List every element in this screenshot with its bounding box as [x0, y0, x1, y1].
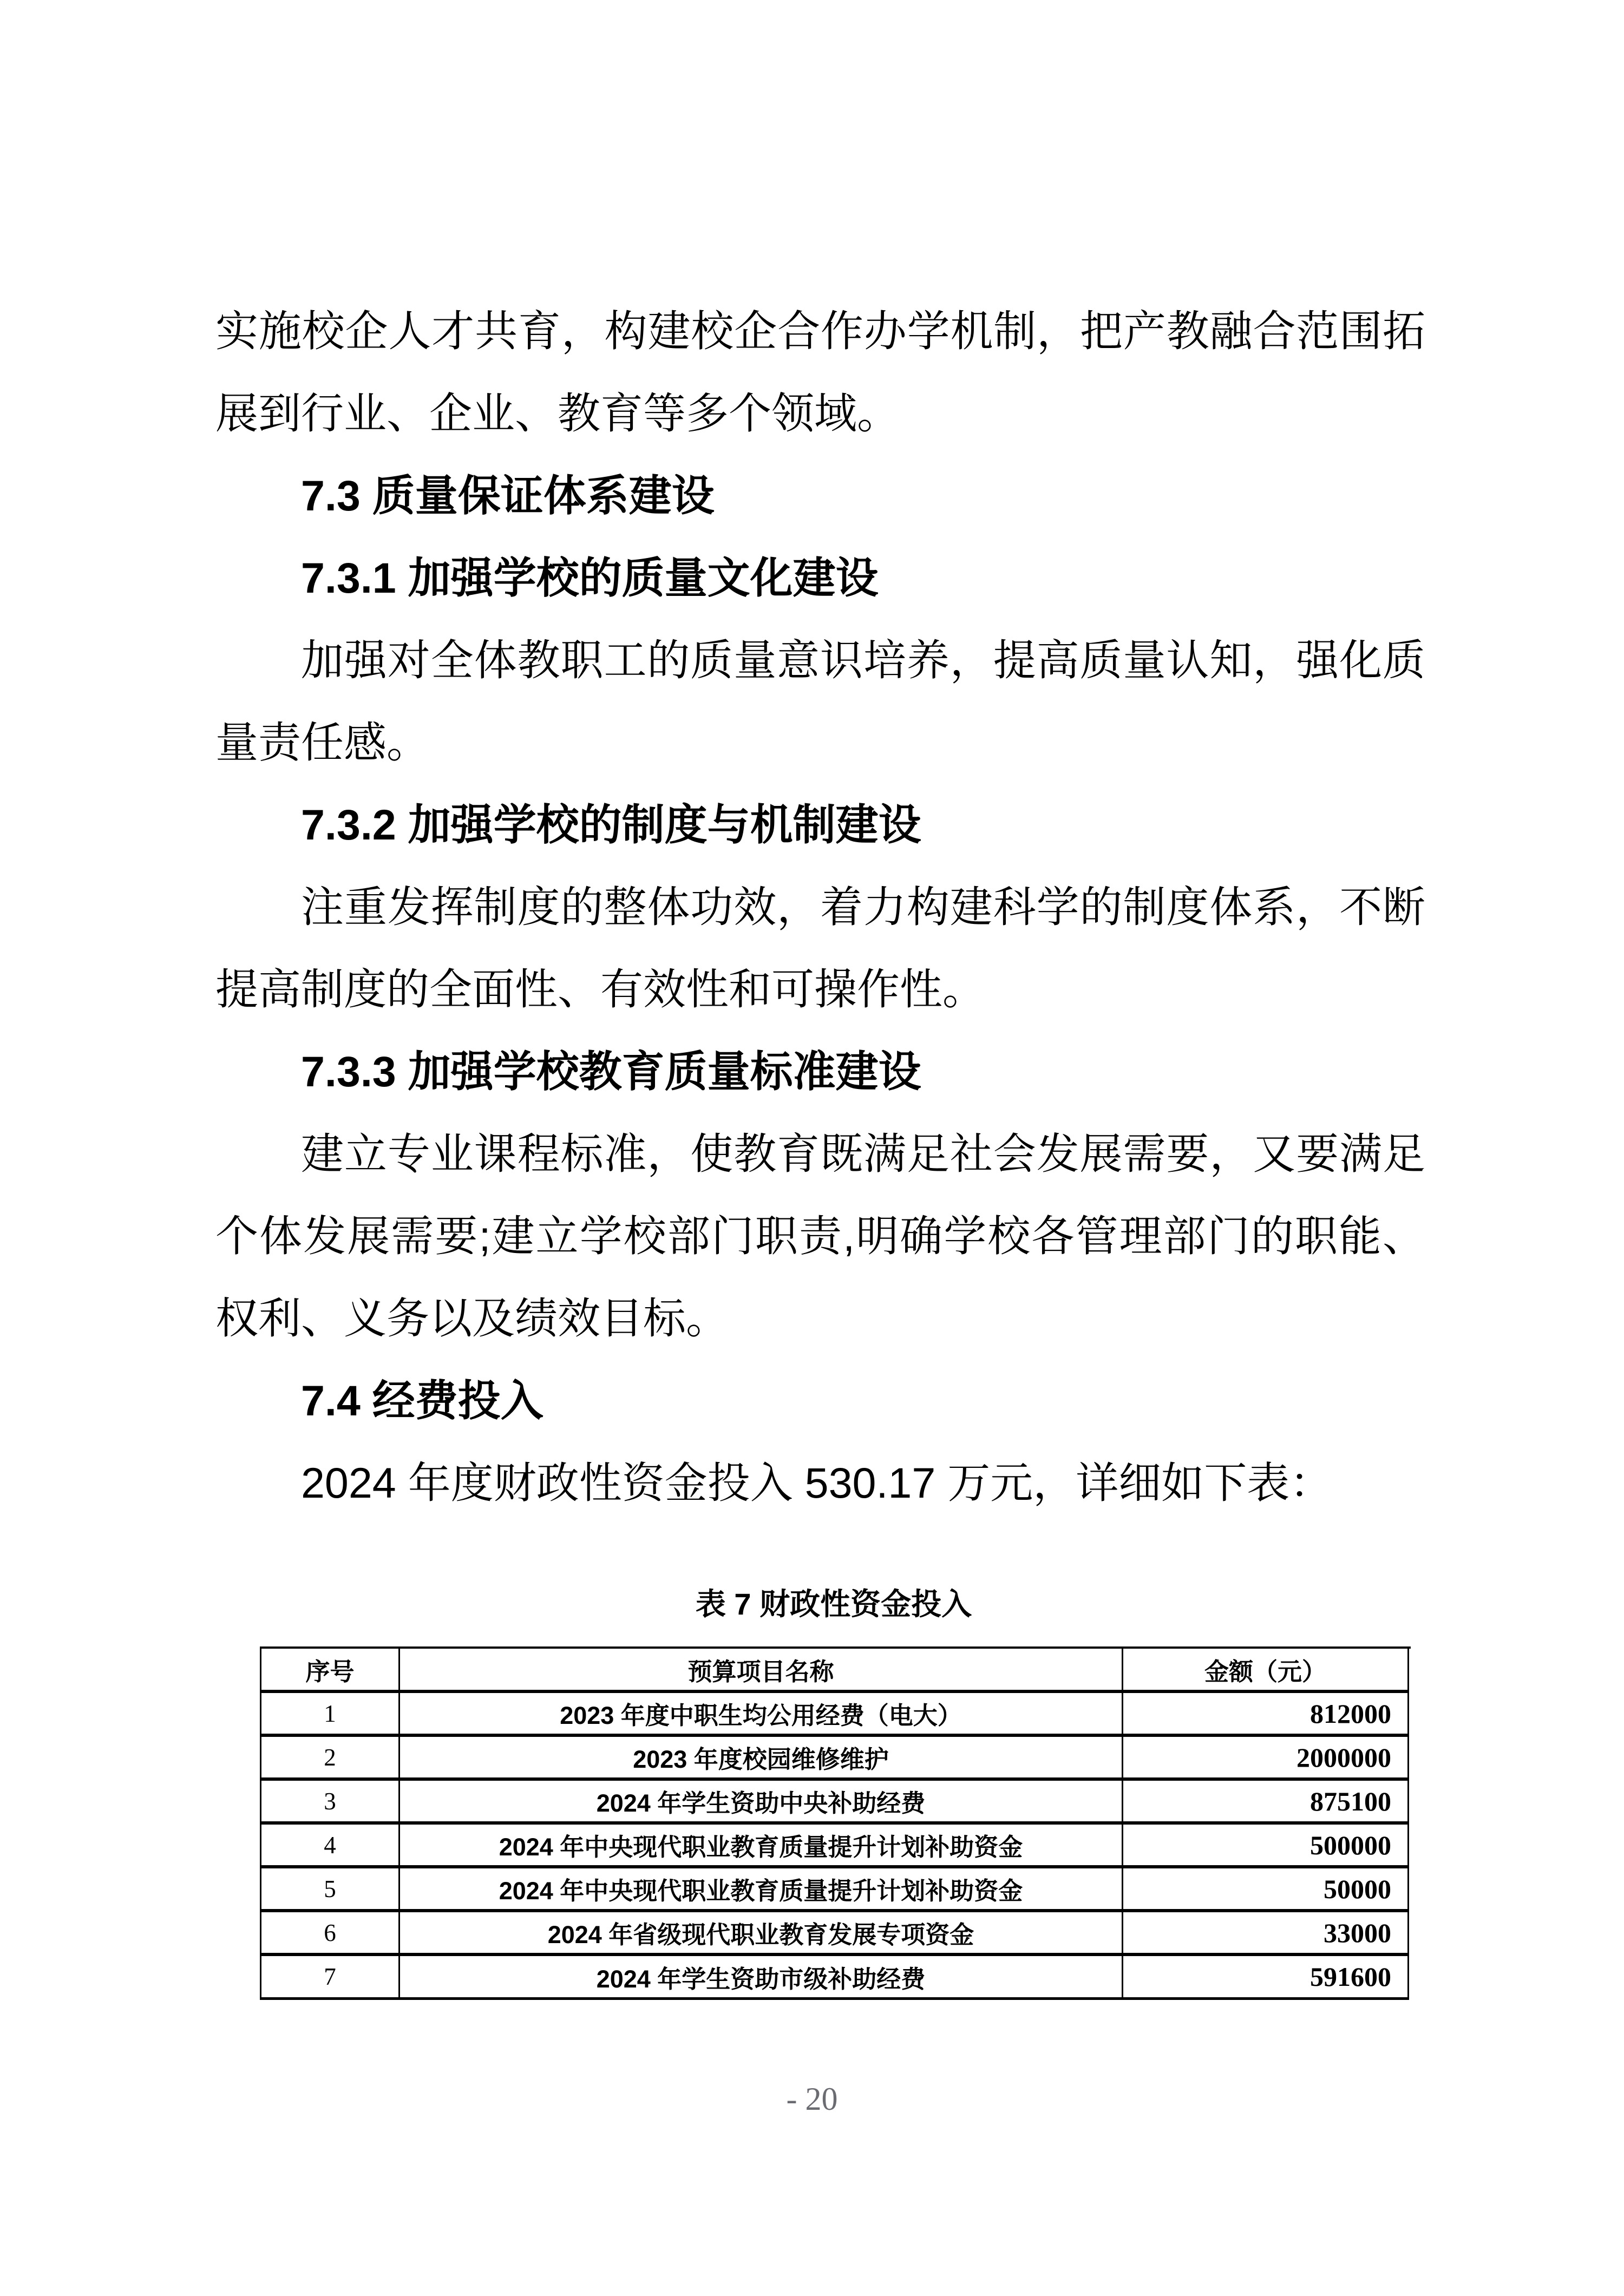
paragraph-line: 建立专业课程标准，使教育既满足社会发展需要，又要满足 [301, 1130, 1425, 1178]
heading-7-3-2: 7.3.2 加强学校的制度与机制建设 [301, 801, 921, 849]
table-cell-no: 1 [261, 1693, 400, 1737]
table-cell-amount: 2000000 [1123, 1737, 1409, 1781]
paragraph-line: 权利、义务以及绩效目标。 [215, 1294, 729, 1342]
paragraph-line: 注重发挥制度的整体功效，着力构建科学的制度体系，不断 [301, 883, 1425, 931]
paragraph-line: 个体发展需要;建立学校部门职责,明确学校各管理部门的职能、 [215, 1212, 1425, 1260]
table-cell-no: 6 [261, 1912, 400, 1956]
table-cell-no: 5 [261, 1868, 400, 1912]
funding-table [260, 1646, 1411, 2000]
heading-7-3-1: 7.3.1 加强学校的质量文化建设 [301, 554, 879, 602]
paragraph-line: 加强对全体教职工的质量意识培养，提高质量认知，强化质 [301, 636, 1425, 684]
column-header-name: 预算项目名称 [400, 1649, 1123, 1693]
table-cell-no: 3 [261, 1781, 400, 1825]
table-cell-name: 2024 年学生资助市级补助经费 [400, 1956, 1123, 2000]
body-text [215, 290, 1425, 1524]
heading-7-3-3: 7.3.3 加强学校教育质量标准建设 [301, 1047, 921, 1095]
table-cell-name: 2024 年学生资助中央补助经费 [400, 1781, 1123, 1825]
column-header-no: 序号 [261, 1649, 400, 1693]
heading-7-4: 7.4 经费投入 [301, 1376, 543, 1425]
paragraph-line: 2024 年度财政性资金投入 530.17 万元，详细如下表： [301, 1459, 1333, 1507]
table-cell-name: 2023 年度中职生均公用经费（电大） [400, 1693, 1123, 1737]
table-cell-amount: 500000 [1123, 1825, 1409, 1868]
paragraph-line: 展到行业、企业、教育等多个领域。 [215, 389, 900, 437]
table-cell-name: 2024 年中央现代职业教育质量提升计划补助资金 [400, 1825, 1123, 1868]
paragraph-line: 量责任感。 [215, 718, 429, 766]
table-cell-name: 2024 年省级现代职业教育发展专项资金 [400, 1912, 1123, 1956]
column-header-amount: 金额（元） [1123, 1649, 1409, 1693]
table-cell-no: 2 [261, 1737, 400, 1781]
table-cell-amount: 812000 [1123, 1693, 1409, 1737]
table-cell-amount: 50000 [1123, 1868, 1409, 1912]
table-cell-name: 2024 年中央现代职业教育质量提升计划补助资金 [400, 1868, 1123, 1912]
table-cell-no: 7 [261, 1956, 400, 2000]
table-cell-no: 4 [261, 1825, 400, 1868]
table-cell-amount: 33000 [1123, 1912, 1409, 1956]
heading-7-3: 7.3 质量保证体系建设 [301, 471, 715, 520]
table-caption: 表 7 财政性资金投入 [695, 1587, 972, 1621]
table-cell-amount: 875100 [1123, 1781, 1409, 1825]
paragraph-line: 实施校企人才共育，构建校企合作办学机制，把产教融合范围拓 [215, 307, 1425, 355]
table-cell-name: 2023 年度校园维修维护 [400, 1737, 1123, 1781]
paragraph-line: 提高制度的全面性、有效性和可操作性。 [215, 965, 985, 1013]
table-cell-amount: 591600 [1123, 1956, 1409, 2000]
page-number: - 20 [786, 2081, 838, 2117]
